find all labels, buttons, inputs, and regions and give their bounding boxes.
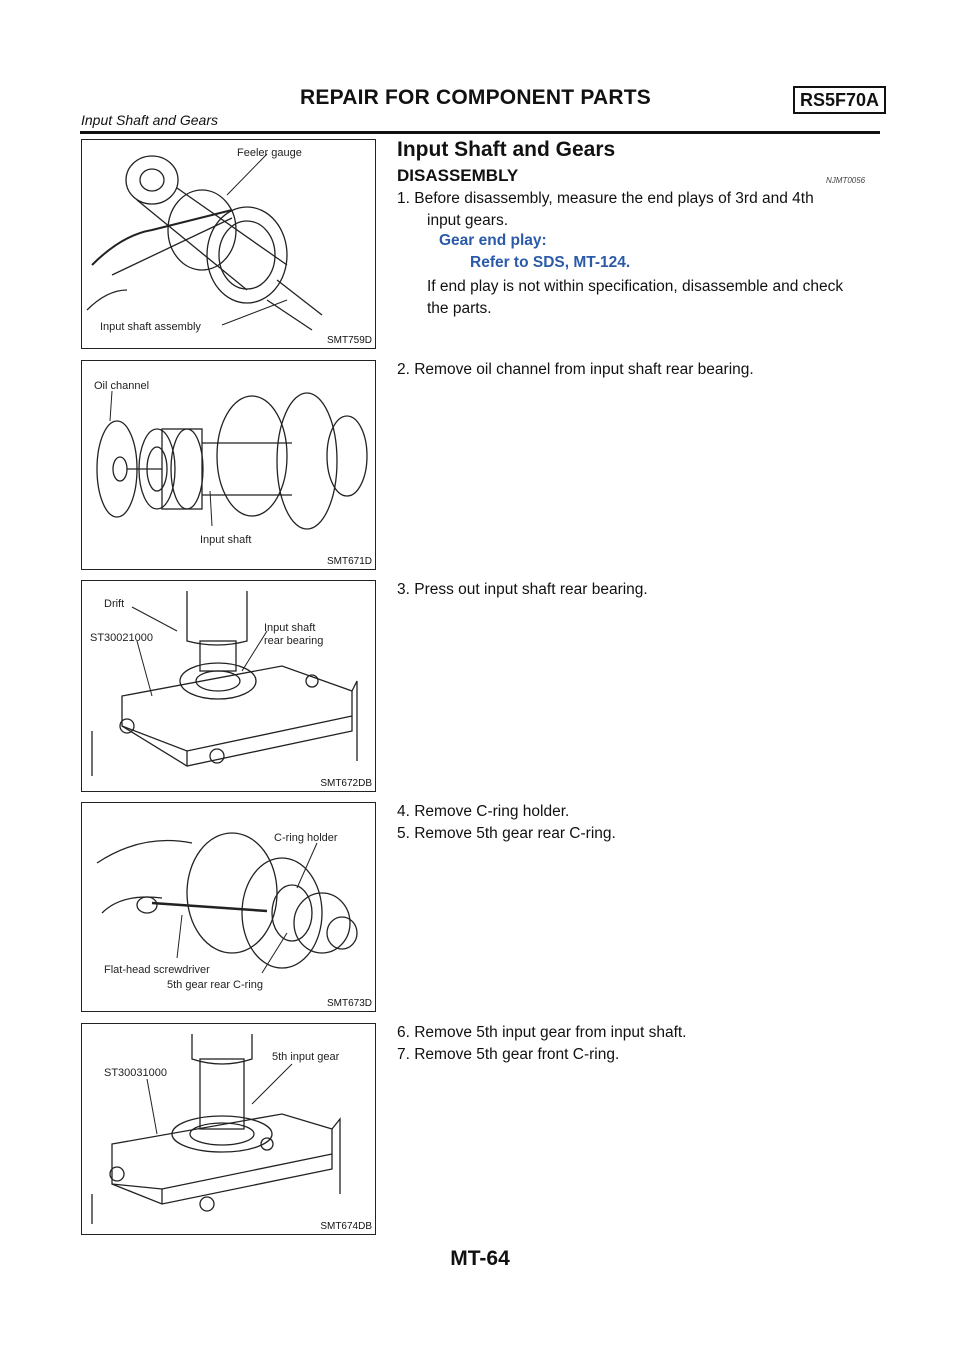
figure-code: SMT674DB xyxy=(320,1221,372,1232)
figure-label: C-ring holder xyxy=(274,832,338,844)
figure-press-bearing xyxy=(81,580,376,792)
feeler-gauge-illustration xyxy=(82,140,375,348)
figure-label: Input shaft assembly xyxy=(100,321,201,333)
header-rule xyxy=(80,131,880,134)
step-5: 5. Remove 5th gear rear C-ring. xyxy=(397,825,616,842)
section-title: Input Shaft and Gears xyxy=(397,138,616,161)
figure-label: Input shaft xyxy=(200,534,252,546)
page-number: MT-64 xyxy=(450,1247,510,1270)
figure-label: 5th gear rear C-ring xyxy=(167,979,263,991)
figure-label: Feeler gauge xyxy=(237,147,302,159)
header-subtitle: Input Shaft and Gears xyxy=(81,112,218,128)
figure-label: Drift xyxy=(104,598,125,610)
figure-feeler-gauge xyxy=(81,139,376,349)
figure-code: SMT672DB xyxy=(320,778,372,789)
figure-oil-channel xyxy=(81,360,376,570)
step-4: 4. Remove C-ring holder. xyxy=(397,803,570,820)
step-3: 3. Press out input shaft rear bearing. xyxy=(397,581,648,598)
step-7: 7. Remove 5th gear front C-ring. xyxy=(397,1046,620,1063)
oil-channel-illustration xyxy=(82,361,375,569)
figure-label: Flat-head screwdriver xyxy=(104,964,210,976)
figure-label: rear bearing xyxy=(264,635,324,647)
figure-c-ring-holder xyxy=(81,802,376,1012)
spec-value: Refer to SDS, MT-124. xyxy=(470,254,631,271)
section-subtitle: DISASSEMBLY xyxy=(397,166,519,185)
figure-code: SMT671D xyxy=(326,556,372,567)
figure-label: Oil channel xyxy=(94,380,150,392)
model-badge: RS5F70A xyxy=(793,86,886,114)
step-1-line-2: input gears. xyxy=(427,212,508,229)
figure-code: SMT673D xyxy=(326,998,372,1009)
figure-label: ST30021000 xyxy=(90,632,153,644)
figure-label: 5th input gear xyxy=(272,1051,340,1063)
figure-5th-input-gear xyxy=(81,1023,376,1235)
spec-label: Gear end play: xyxy=(439,232,547,249)
press-bearing-illustration xyxy=(82,581,375,791)
figure-label: Input shaft xyxy=(264,622,316,634)
step-6: 6. Remove 5th input gear from input shaft. xyxy=(397,1024,687,1041)
step-1-line-1: 1. Before disassembly, measure the end plays of 3rd and 4th xyxy=(397,190,814,207)
c-ring-holder-illustration xyxy=(82,803,375,1011)
reference-id: NJMT0056 xyxy=(826,176,866,185)
5th-input-gear-illustration xyxy=(82,1024,375,1234)
note-line-2: the parts. xyxy=(427,300,492,317)
note-line-1: If end play is not within specification, disassemble and check xyxy=(427,278,844,295)
step-2: 2. Remove oil channel from input shaft rear bearing. xyxy=(397,361,754,378)
figure-code: SMT759D xyxy=(326,335,372,346)
header-title: REPAIR FOR COMPONENT PARTS xyxy=(300,86,651,109)
figure-label: ST30031000 xyxy=(104,1067,167,1079)
